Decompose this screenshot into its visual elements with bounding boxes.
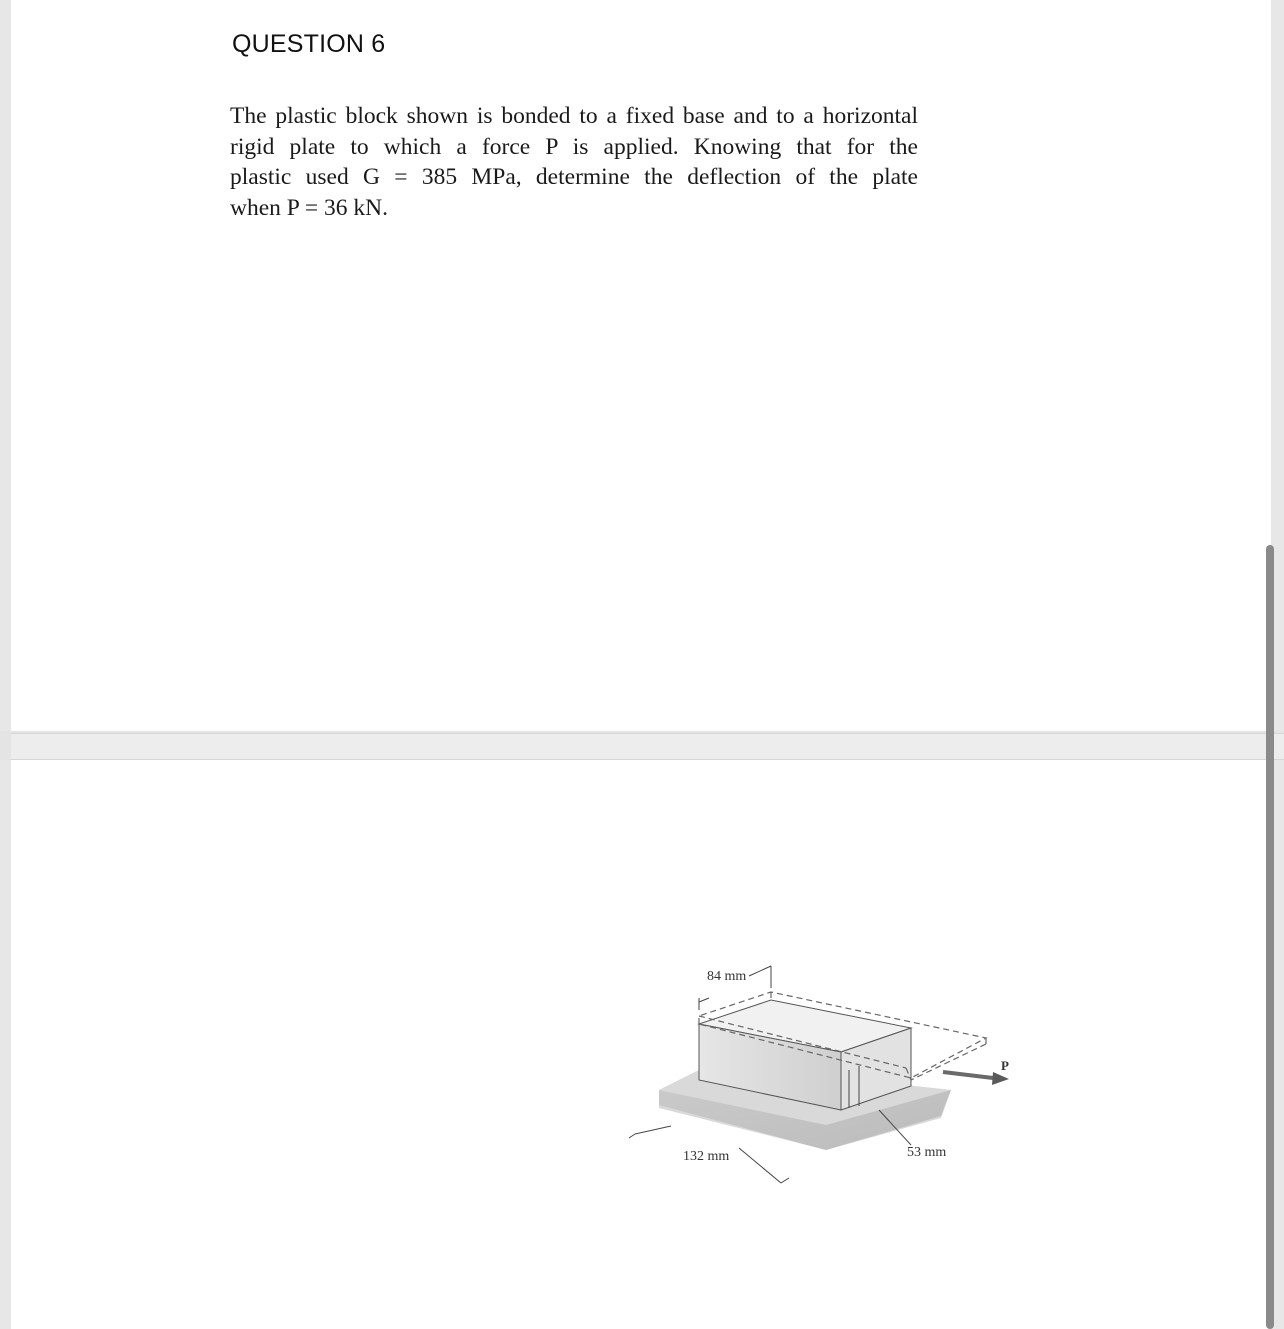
vertical-scrollbar[interactable] bbox=[1266, 545, 1274, 1329]
height-dimension-label: 53 mm bbox=[907, 1145, 947, 1160]
length-dimension-label: 132 mm bbox=[683, 1149, 730, 1164]
document-page-2 bbox=[11, 760, 1271, 1329]
force-arrow bbox=[943, 1058, 1009, 1085]
width-dimension-label: 84 mm bbox=[707, 969, 747, 984]
force-label: P bbox=[1001, 1058, 1009, 1073]
problem-line: when P = 36 kN. bbox=[230, 194, 388, 221]
question-title: QUESTION 6 bbox=[232, 30, 386, 58]
block-diagram bbox=[621, 940, 1031, 1200]
block-figure bbox=[621, 940, 1031, 1200]
problem-line: plastic used G = 385 MPa, determine the deflection of the plate bbox=[230, 164, 918, 190]
page-divider bbox=[11, 733, 1284, 760]
document-page-1 bbox=[11, 0, 1271, 731]
problem-line: The plastic block shown is bonded to a fixed base and to a horizontal bbox=[230, 103, 918, 129]
problem-line: rigid plate to which a force P is applied. Knowing that for the bbox=[230, 133, 918, 160]
problem-statement bbox=[230, 101, 918, 223]
